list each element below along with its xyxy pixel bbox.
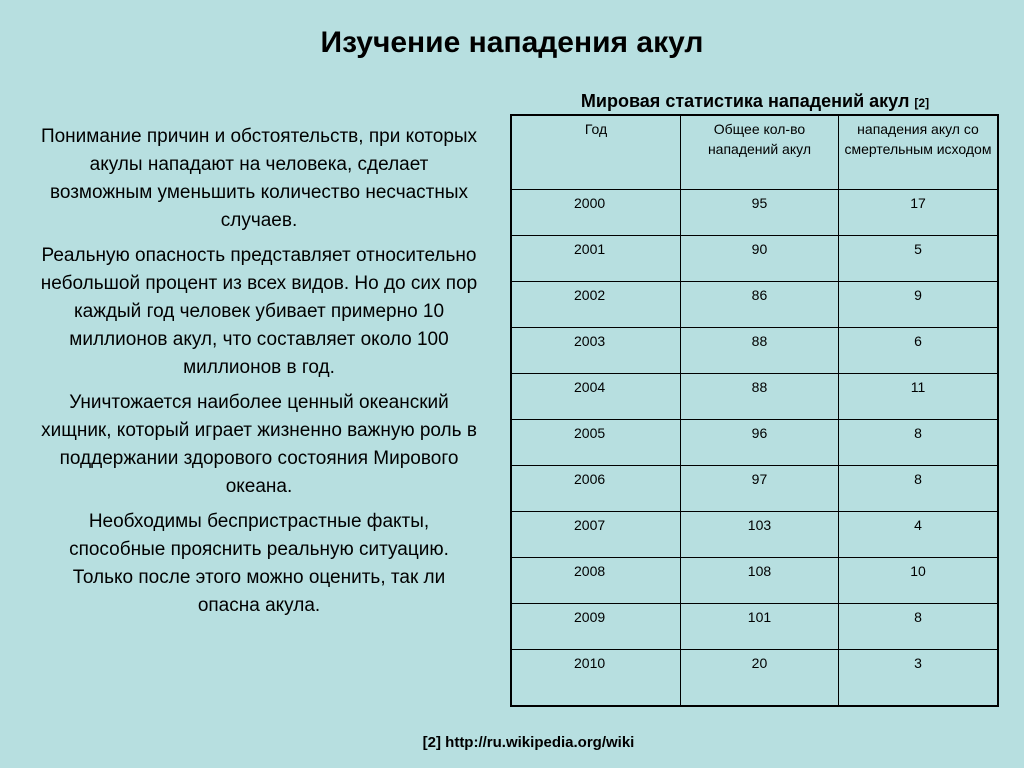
- cell-year: 2008: [511, 558, 680, 604]
- header-year: Год: [511, 115, 680, 190]
- paragraph: Реальную опасность представляет относительно небольшой процент из всех видов. Но до сих пор каждый год человек убивает примерно 10 миллионов акул, что составляет около 100 миллионов в год.: [40, 245, 478, 378]
- cell-total: 97: [680, 466, 838, 512]
- paragraph: Необходимы беспристрастные факты, способные прояснить реальную ситуацию. Только после этого можно оценить, так ли опасна акула.: [69, 511, 449, 616]
- cell-fatal: 5: [838, 236, 998, 282]
- cell-total: 95: [680, 190, 838, 236]
- cell-fatal: 8: [838, 420, 998, 466]
- cell-year: 2007: [511, 512, 680, 558]
- cell-total: 86: [680, 282, 838, 328]
- paragraph: Уничтожается наиболее ценный океанский хищник, который играет жизненно важную роль в поддержании здорового состояния Мирового океана.: [41, 392, 477, 497]
- table-row: [511, 374, 998, 420]
- table-row: [511, 512, 998, 558]
- table-row: [511, 282, 998, 328]
- cell-fatal: 11: [838, 374, 998, 420]
- shark-attack-table: [510, 114, 999, 707]
- cell-fatal: 8: [838, 604, 998, 650]
- cell-fatal: 3: [838, 650, 998, 707]
- body-text: [40, 123, 478, 627]
- header-total-attacks: Общее кол-во нападений акул: [680, 115, 838, 190]
- table-caption-reference: [2]: [914, 96, 930, 110]
- table-row: [511, 466, 998, 512]
- cell-year: 2001: [511, 236, 680, 282]
- cell-total: 90: [680, 236, 838, 282]
- table-row: [511, 328, 998, 374]
- table-caption: [510, 91, 1000, 112]
- cell-fatal: 17: [838, 190, 998, 236]
- cell-fatal: 10: [838, 558, 998, 604]
- header-fatal-attacks: нападения акул со смертельным исходом: [838, 115, 998, 190]
- table-header-row: [511, 115, 998, 190]
- cell-total: 88: [680, 328, 838, 374]
- cell-fatal: 8: [838, 466, 998, 512]
- cell-year: 2005: [511, 420, 680, 466]
- cell-fatal: 4: [838, 512, 998, 558]
- cell-total: 20: [680, 650, 838, 707]
- table-row: [511, 420, 998, 466]
- cell-fatal: 6: [838, 328, 998, 374]
- cell-year: 2002: [511, 282, 680, 328]
- cell-year: 2009: [511, 604, 680, 650]
- table-row: [511, 650, 998, 707]
- table-row: [511, 558, 998, 604]
- cell-year: 2010: [511, 650, 680, 707]
- cell-total: 96: [680, 420, 838, 466]
- table-row: [511, 190, 998, 236]
- cell-year: 2003: [511, 328, 680, 374]
- table-row: [511, 236, 998, 282]
- table-caption-text: Мировая статистика нападений акул: [580, 91, 910, 111]
- paragraph: Понимание причин и обстоятельств, при которых акулы нападают на человека, сделает возможным уменьшить количество несчастных случаев.: [40, 126, 478, 231]
- table-row: [511, 604, 998, 650]
- cell-total: 101: [680, 604, 838, 650]
- cell-year: 2006: [511, 466, 680, 512]
- cell-total: 88: [680, 374, 838, 420]
- cell-total: 108: [680, 558, 838, 604]
- cell-year: 2004: [511, 374, 680, 420]
- cell-fatal: 9: [838, 282, 998, 328]
- cell-year: 2000: [511, 190, 680, 236]
- cell-total: 103: [680, 512, 838, 558]
- source-footnote: [2] http://ru.wikipedia.org/wiki: [422, 734, 635, 751]
- slide-title: Изучение нападения акул: [320, 26, 704, 59]
